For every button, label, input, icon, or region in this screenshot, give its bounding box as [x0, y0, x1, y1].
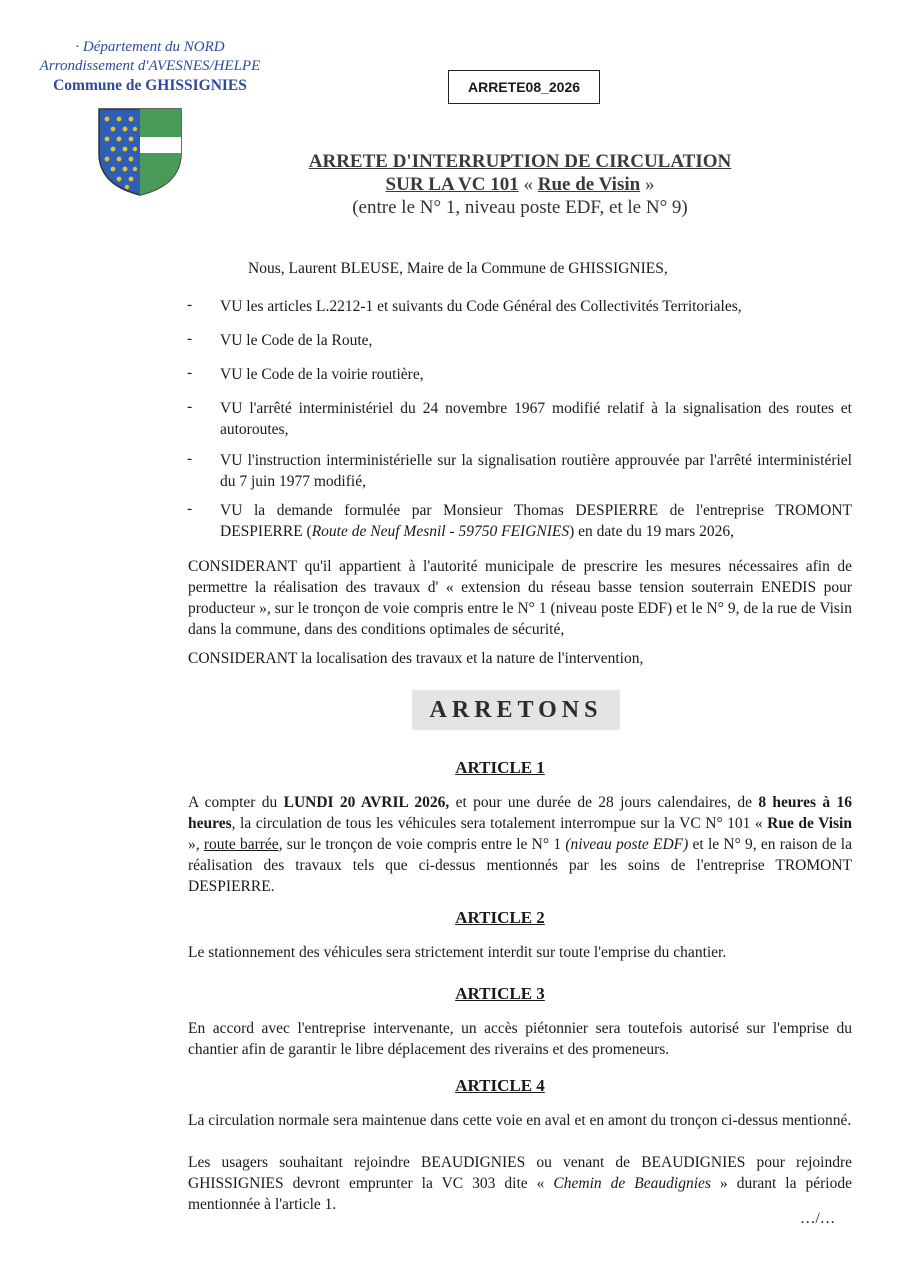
article-2-title: ARTICLE 2 — [455, 908, 545, 927]
vu-instruction-1977: VU l'instruction interministérielle sur la signalisation routière approuvée par l'arrêté interministériel du 7 juin 1977 modifié, — [220, 452, 852, 490]
bullet-dash: - — [187, 500, 193, 517]
commune-line: Commune de GHISSIGNIES — [53, 77, 247, 94]
article-3-title: ARTICLE 3 — [455, 984, 545, 1003]
bullet-dash: - — [187, 296, 193, 313]
article-1-title: ARTICLE 1 — [455, 758, 545, 777]
mayor-intro: Nous, Laurent BLEUSE, Maire de la Commune de GHISSIGNIES, — [248, 260, 668, 277]
coat-of-arms-icon — [97, 107, 183, 197]
continuation-mark: …/… — [800, 1210, 836, 1227]
bullet-dash: - — [187, 330, 193, 347]
vu-code-route: VU le Code de la Route, — [220, 332, 373, 349]
article-3-text: En accord avec l'entreprise intervenante, un accès piétonnier sera toutefois autorisé sur l'emprise du chantier afin de garantir le libre déplacement des riverains et des promeneurs. — [188, 1020, 852, 1058]
decree-title — [200, 150, 840, 219]
letterhead — [20, 38, 280, 96]
article-2-text: Le stationnement des véhicules sera strictement interdit sur toute l'emprise du chantier. — [188, 944, 727, 961]
arrondissement-line: Arrondissement d'AVESNES/HELPE — [39, 58, 261, 74]
vu-demande: VU la demande formulée par Monsieur Thomas DESPIERRE de l'entreprise TROMONT DESPIERRE (Route de Neuf Mesnil - 59750 FEIGNIES) en date du 19 mars 2026, — [220, 502, 852, 540]
department-line: · Département du NORD — [75, 39, 225, 55]
title-line-2: SUR LA VC 101 « Rue de Visin » — [385, 174, 655, 195]
vu-arrete-1967: VU l'arrêté interministériel du 24 novembre 1967 modifié relatif à la signalisation des routes et autoroutes, — [220, 400, 852, 438]
title-line-1: ARRETE D'INTERRUPTION DE CIRCULATION — [308, 151, 732, 172]
article-1-text: A compter du LUNDI 20 AVRIL 2026, et pour une durée de 28 jours calendaires, de 8 heures à 16 heures, la circulation de tous les véhicules sera totalement interrompue sur la VC N° 101 « Rue de Visin », route barrée, sur le tronçon de voie compris entre le N° 1 (niveau poste EDF) et le N° 9, en raison de la réalisation des travaux tels que ci-dessus mentionnés par les soins de l'entreprise TROMONT DESPIERRE. — [188, 794, 852, 895]
considerant-travaux: CONSIDERANT qu'il appartient à l'autorité municipale de prescrire les mesures nécessaires afin de permettre la réalisation des travaux d' « extension du réseau basse tension souterrain ENEDIS pour producteur », sur le tronçon de voie compris entre le N° 1 (niveau poste EDF) et le N° 9, de la rue de Visin dans la commune, dans des conditions optimales de sécurité, — [188, 558, 852, 638]
title-line-3: (entre le N° 1, niveau poste EDF, et le N° 9) — [352, 197, 688, 218]
decree-reference: ARRETE08_2026 — [448, 70, 600, 104]
arretons-heading: ARRETONS — [429, 696, 603, 723]
considerant-localisation: CONSIDERANT la localisation des travaux et la nature de l'intervention, — [188, 650, 644, 667]
vu-cgct: VU les articles L.2212-1 et suivants du Code Général des Collectivités Territoriales, — [220, 298, 742, 315]
article-4-text-2: Les usagers souhaitant rejoindre BEAUDIGNIES ou venant de BEAUDIGNIES pour rejoindre GHISSIGNIES devront emprunter la VC 303 dite « Chemin de Beaudignies » durant la période mentionnée à l'article 1. — [188, 1154, 852, 1213]
article-4-text-1: La circulation normale sera maintenue dans cette voie en aval et en amont du tronçon ci-dessus mentionné. — [188, 1112, 852, 1129]
bullet-dash: - — [187, 450, 193, 467]
article-4-title: ARTICLE 4 — [455, 1076, 545, 1095]
vu-voirie: VU le Code de la voirie routière, — [220, 366, 424, 383]
bullet-dash: - — [187, 364, 193, 381]
bullet-dash: - — [187, 398, 193, 415]
